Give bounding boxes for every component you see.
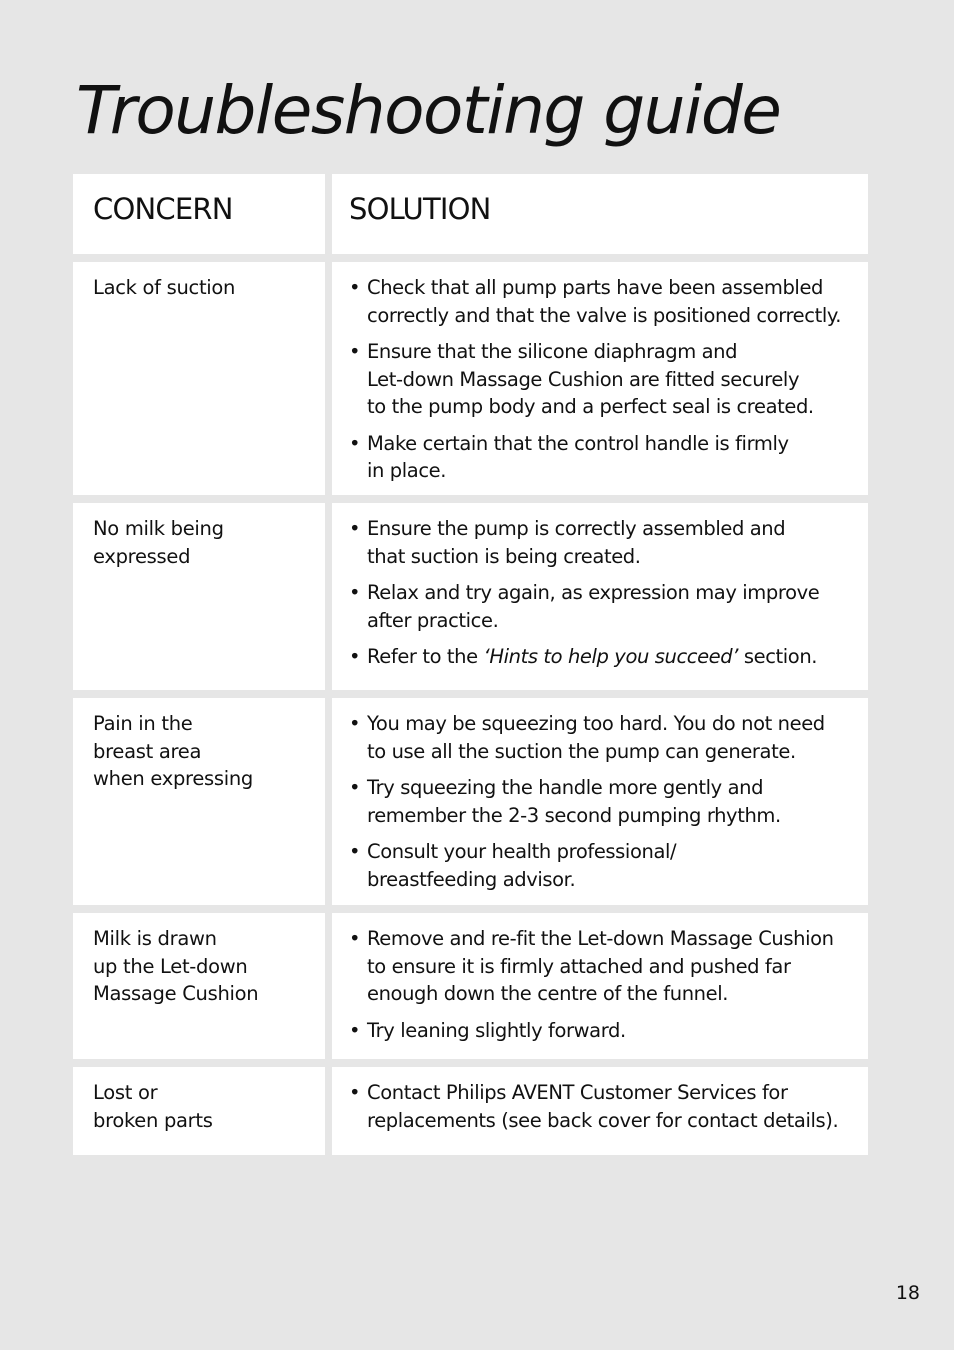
solution-item: • Ensure the pump is correctly assembled and that suction is being created.: [349, 515, 858, 570]
solution-item: • You may be squeezing too hard. You do not need to use all the suction the pump can generate.: [349, 710, 858, 765]
solution-header-cell: [332, 174, 868, 254]
solution-list: [349, 925, 858, 1044]
page-number: 18: [895, 1282, 920, 1304]
concern-text: No milk being expressed: [93, 517, 224, 568]
solution-header: SOLUTION: [349, 192, 491, 226]
solution-item: • Contact Philips AVENT Customer Services for replacements (see back cover for contact details).: [349, 1079, 858, 1134]
solution-item: • Consult your health professional/ breastfeeding advisor.: [349, 838, 858, 893]
table-row: [73, 698, 868, 905]
solution-item: • Make certain that the control handle is firmly in place.: [349, 430, 858, 485]
solution-item: • Check that all pump parts have been assembled correctly and that the valve is positioned correctly.: [349, 274, 858, 329]
concern-cell: [73, 698, 325, 905]
solution-item: • Try leaning slightly forward.: [349, 1017, 858, 1045]
concern-header-cell: [73, 174, 325, 254]
troubleshooting-table: [73, 174, 868, 1163]
table-row: [73, 262, 868, 495]
concern-text: Pain in the breast area when expressing: [93, 712, 253, 790]
solution-item: • Try squeezing the handle more gently and remember the 2-3 second pumping rhythm.: [349, 774, 858, 829]
hints-prefix: Refer to the: [367, 645, 484, 668]
table-row: [73, 913, 868, 1059]
table-header-row: [73, 174, 868, 254]
solution-list: [349, 515, 858, 671]
solution-cell: [332, 503, 868, 690]
concern-cell: [73, 262, 325, 495]
concern-cell: [73, 913, 325, 1059]
concern-text: Milk is drawn up the Let-down Massage Cushion: [93, 927, 259, 1005]
table-row: [73, 503, 868, 690]
solution-cell: [332, 262, 868, 495]
solution-list: [349, 1079, 858, 1134]
solution-list: [349, 710, 858, 893]
hints-suffix: section.: [738, 645, 818, 668]
page-title: Troubleshooting guide: [76, 72, 781, 149]
concern-cell: [73, 1067, 325, 1155]
concern-cell: [73, 503, 325, 690]
solution-cell: [332, 913, 868, 1059]
hints-section-reference: ‘Hints to help you succeed’: [483, 645, 739, 668]
solution-cell: [332, 1067, 868, 1155]
solution-item: • Ensure that the silicone diaphragm and Let-down Massage Cushion are fitted securely to the pump body and a perfect seal is created.: [349, 338, 858, 421]
concern-text: Lost or broken parts: [93, 1081, 213, 1132]
solution-item-hints: [349, 643, 858, 671]
solution-item: • Remove and re-fit the Let-down Massage Cushion to ensure it is firmly attached and pushed far enough down the centre of the funnel.: [349, 925, 858, 1008]
solution-list: [349, 274, 858, 485]
concern-text: Lack of suction: [93, 276, 236, 299]
table-row: [73, 1067, 868, 1155]
solution-item: • Relax and try again, as expression may improve after practice.: [349, 579, 858, 634]
solution-cell: [332, 698, 868, 905]
concern-header: CONCERN: [93, 192, 233, 226]
